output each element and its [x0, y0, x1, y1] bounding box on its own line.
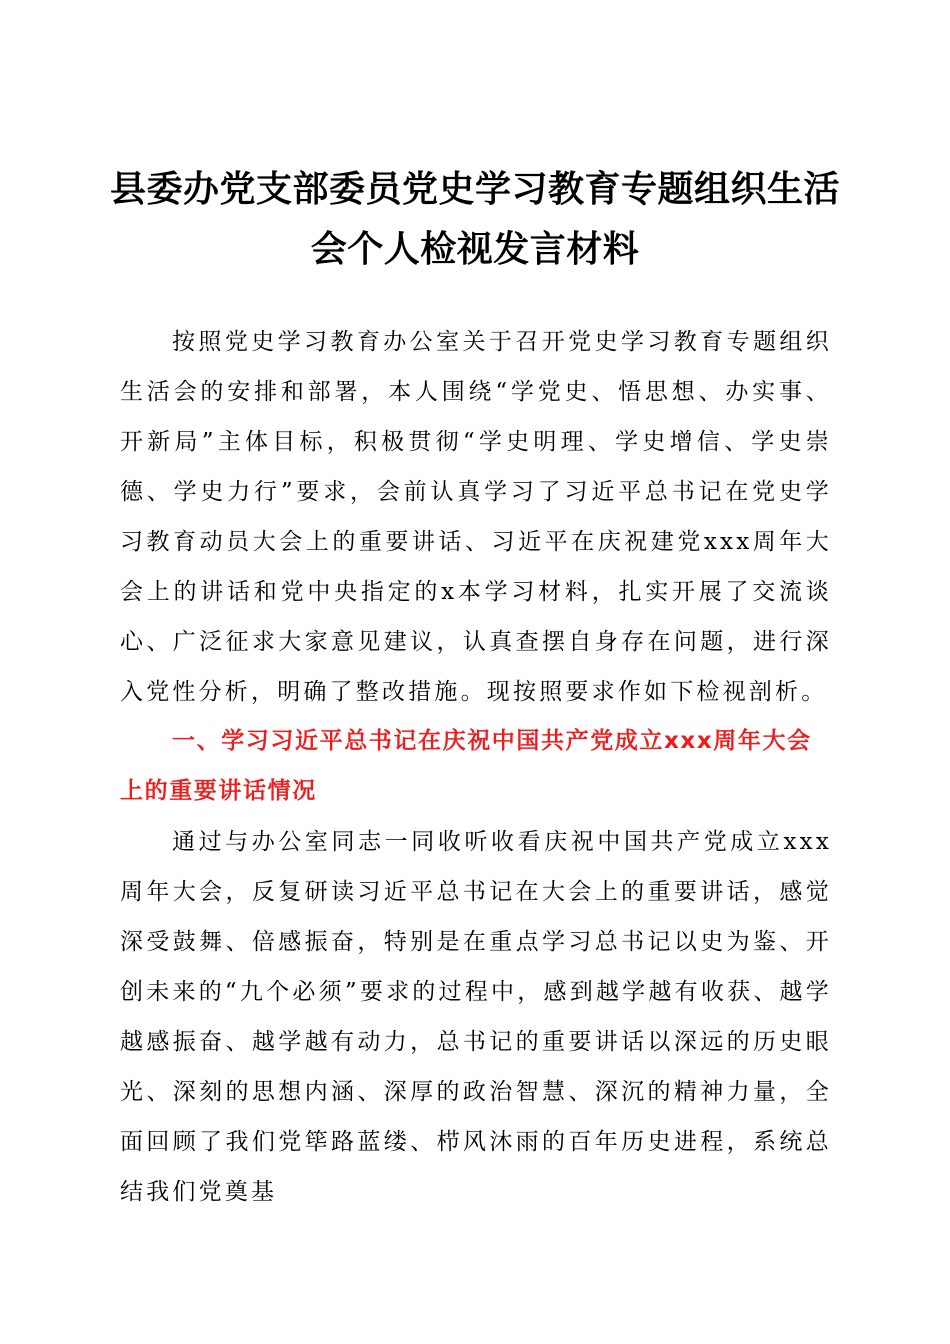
intro-paragraph: 按照党史学习教育办公室关于召开党史学习教育专题组织生活会的安排和部署，本人围绕“学党史、悟思想、办实事、开新局”主体目标，积极贯彻“学史明理、学史增信、学史崇德、学史力行”要求，会前认真学习了习近平总书记在党史学习教育动员大会上的重要讲话、习近平在庆祝建党xxx周年大会上的讲话和党中央指定的x本学习材料，扎实开展了交流谈心、广泛征求大家意见建议，认真查摆自身存在问题，进行深入党性分析，明确了整改措施。现按照要求作如下检视剖析。: [120, 329, 832, 705]
section-heading-1: 一、学习习近平总书记在庆祝中国共产党成立xxx周年大会上的重要讲话情况: [120, 728, 812, 804]
document-title: 县委办党支部委员党史学习教育专题组织生活会个人检视发言材料: [109, 169, 840, 270]
section-1-paragraph: 通过与办公室同志一同收听收看庆祝中国共产党成立xxx周年大会，反复研读习近平总书记在大会上的重要讲话，感觉深受鼓舞、倍感振奋，特别是在重点学习总书记以史为鉴、开创未来的“九个必须”要求的过程中，感到越学越有收获、越学越感振奋、越学越有动力，总书记的重要讲话以深远的历史眼光、深刻的思想内涵、深厚的政治智慧、深沉的精神力量，全面回顾了我们党筚路蓝缕、栉风沐雨的百年历史进程，系统总结我们党奠基: [120, 829, 832, 1205]
